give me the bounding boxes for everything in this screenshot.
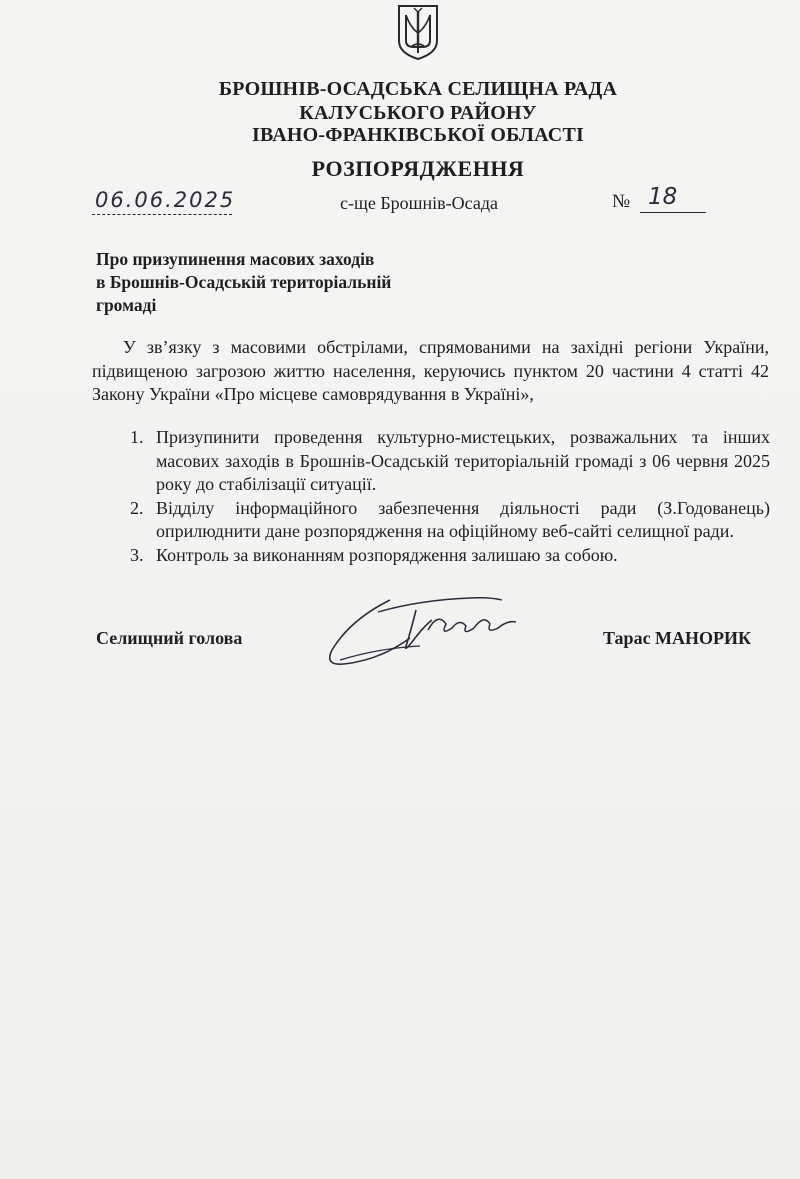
item-text: Контроль за виконанням розпорядження залишаю за собою.	[156, 544, 618, 565]
number-sign: №	[612, 191, 631, 212]
signatory-name: Тарас МАНОРИК	[603, 628, 752, 648]
number-underline	[640, 212, 706, 213]
item-text: Призупинити проведення культурно-мистецьких, розважальних та інших масових заходів в Брошнів-Осадській територіальній громаді з 06 червня 2025 року до стабілізації ситуації.	[156, 427, 770, 494]
item-number: 1.	[130, 427, 144, 447]
handwritten-signature	[320, 590, 540, 676]
date-underline	[92, 214, 232, 215]
preamble-paragraph: У зв’язку з масовими обстрілами, спрямованими на західні регіони України, підвищеною загрозою життю населення, керуючись пунктом 20 частини 4 статті 42 Закону України «Про місцеве самоврядування в Україні»,	[92, 337, 769, 404]
council-name: БРОШНІВ-ОСАДСЬКА СЕЛИЩНА РАДА	[218, 78, 618, 100]
ukraine-trident-icon	[395, 3, 441, 61]
item-number: 2.	[130, 497, 144, 518]
item-number: 3.	[130, 544, 144, 565]
order-item	[122, 497, 770, 544]
order-items	[122, 426, 770, 567]
document-title: РОЗПОРЯДЖЕННЯ	[311, 156, 525, 181]
district-name: КАЛУСЬКОГО РАЙОНУ	[299, 102, 537, 124]
handwritten-date: 06.06.2025	[95, 188, 236, 212]
handwritten-number: 18	[648, 184, 678, 210]
item-text: Відділу інформаційного забезпечення діяльності ради (З.Годованець) оприлюднити дане розпорядження на офіційному веб-сайті селищної ради.	[156, 497, 770, 541]
subject-line: громаді	[96, 295, 157, 315]
subject-heading	[96, 248, 456, 317]
subject-line: в Брошнів-Осадській територіальній	[96, 272, 392, 292]
subject-line: Про призупинення масових заходів	[96, 249, 375, 269]
place-label: с-ще Брошнів-Осада	[340, 193, 499, 213]
signatory-role: Селищний голова	[96, 628, 243, 648]
order-item	[122, 544, 770, 568]
order-item	[122, 426, 770, 497]
oblast-name: ІВАНО-ФРАНКІВСЬКОЇ ОБЛАСТІ	[252, 124, 584, 146]
